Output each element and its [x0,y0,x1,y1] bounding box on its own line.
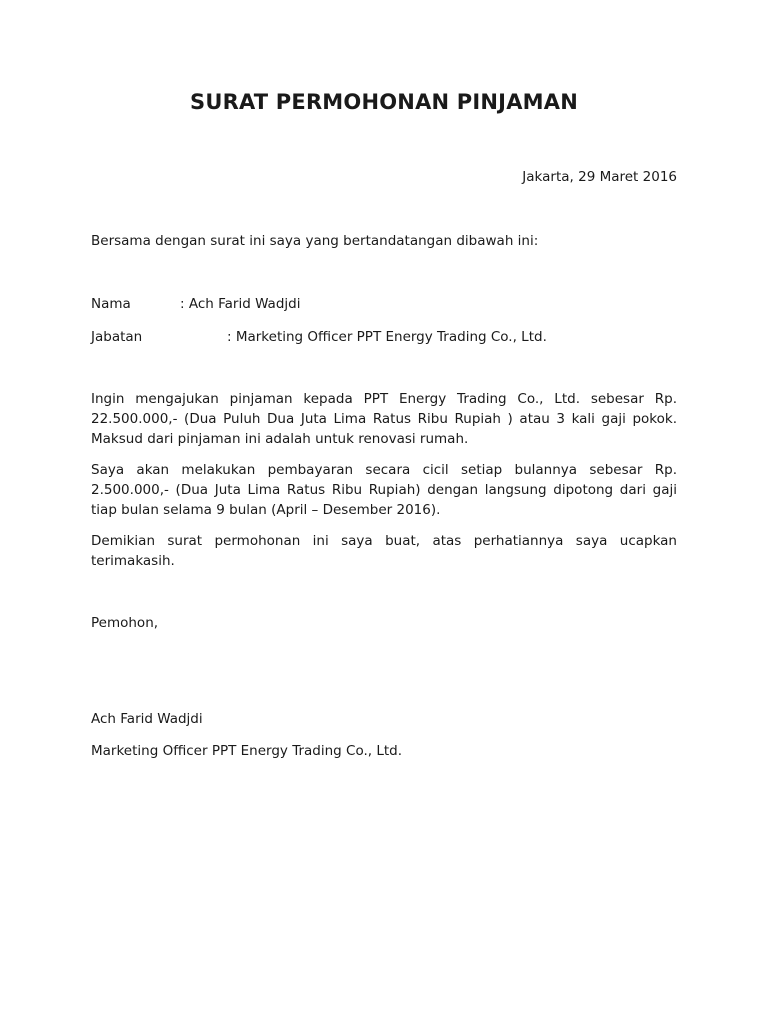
field-jabatan [91,329,547,345]
letter-date: Jakarta, 29 Maret 2016 [522,169,677,185]
letter-title: SURAT PERMOHONAN PINJAMAN [190,90,578,114]
field-jabatan-value: : Marketing Officer PPT Energy Trading Co., Ltd. [227,329,547,345]
paragraph-loan-request: Ingin mengajukan pinjaman kepada PPT Energy Trading Co., Ltd. sebesar Rp. 22.500.000,- (Dua Puluh Dua Juta Lima Ratus Ribu Rupiah ) atau 3 kali gaji pokok. Maksud dari pinjaman ini adalah untuk renovasi rumah. [91,391,677,447]
field-nama [91,296,300,312]
paragraph-payment-plan: Saya akan melakukan pembayaran secara cicil setiap bulannya sebesar Rp. 2.500.000,- (Dua Juta Lima Ratus Ribu Rupiah) dengan langsung dipotong dari gaji tiap bulan selama 9 bulan (April – Desember 2016). [91,462,677,518]
paragraph-closing-remark: Demikian surat permohonan ini saya buat, atas perhatiannya saya ucapkan terimakasih. [91,533,677,569]
signer-name: Ach Farid Wadjdi [91,711,203,727]
field-nama-value: : Ach Farid Wadjdi [180,296,301,312]
intro-text: Bersama dengan surat ini saya yang bertandatangan dibawah ini: [91,233,539,249]
closing-salutation: Pemohon, [91,615,159,631]
field-nama-label: Nama [91,296,131,312]
signer-title: Marketing Officer PPT Energy Trading Co., Ltd. [91,743,403,759]
field-jabatan-label: Jabatan [91,329,143,345]
